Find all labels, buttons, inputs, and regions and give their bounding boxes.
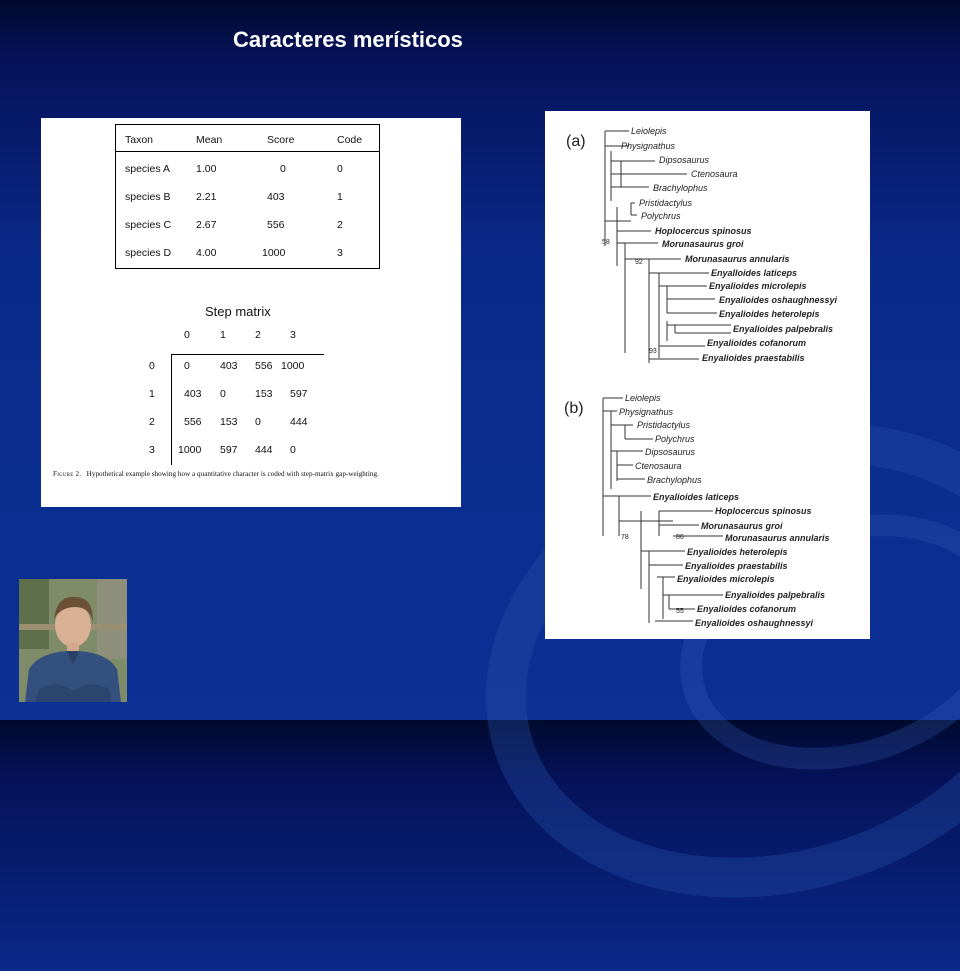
- matrix-cell: 0: [220, 388, 226, 400]
- taxon-label: Morunasaurus groi: [662, 239, 744, 249]
- matrix-cell: 403: [184, 388, 202, 400]
- taxon-label: Enyalioides microlepis: [677, 574, 775, 584]
- support-86: 86: [676, 534, 684, 541]
- taxon-label: Enyalioides praestabilis: [685, 561, 788, 571]
- taxon-label: Dipsosaurus: [645, 447, 696, 457]
- taxon-label: Hoplocercus spinosus: [655, 226, 752, 236]
- table-header-code: Code: [337, 134, 363, 146]
- taxon-label: Ctenosaura: [691, 169, 738, 179]
- matrix-cell: 444: [255, 444, 273, 456]
- matrix-row-label: 0: [149, 360, 155, 372]
- taxon-label: Physignathus: [621, 141, 676, 151]
- taxon-label: Polychrus: [655, 434, 695, 444]
- table-cell: species B: [125, 191, 171, 203]
- matrix-cell: 556: [184, 416, 202, 428]
- taxon-label: Physignathus: [619, 407, 674, 417]
- support-55: 55: [676, 608, 684, 615]
- matrix-cell: 0: [184, 360, 190, 372]
- table-cell: 0: [280, 163, 286, 175]
- taxon-label: Enyalioides oshaughnessyi: [719, 295, 838, 305]
- taxon-score-table: [115, 124, 380, 269]
- taxon-label: Enyalioides palpebralis: [725, 590, 826, 600]
- support-92: 92: [635, 259, 643, 266]
- tree-b-taxa: [619, 393, 830, 628]
- table-cell: 1000: [262, 247, 286, 259]
- phylogeny-svg: [545, 111, 870, 639]
- taxon-label: Polychrus: [641, 211, 681, 221]
- taxon-label: Hoplocercus spinosus: [715, 506, 812, 516]
- taxon-label: Brachylophus: [647, 475, 702, 485]
- table-header-taxon: Taxon: [125, 134, 154, 146]
- portrait-illustration: [19, 579, 127, 702]
- taxon-label: Enyalioides praestabilis: [702, 353, 805, 363]
- support-58: 58: [602, 239, 610, 246]
- matrix-col-label: 2: [255, 329, 261, 341]
- taxon-label: Leiolepis: [625, 393, 661, 403]
- taxon-label: Morunasaurus groi: [701, 521, 783, 531]
- step-matrix-figure: [41, 118, 461, 507]
- table-cell: 2.67: [196, 219, 217, 231]
- matrix-row-label: 2: [149, 416, 155, 428]
- tree-b: [603, 398, 723, 623]
- taxon-label: Dipsosaurus: [659, 155, 710, 165]
- table-cell: 2: [337, 219, 343, 231]
- matrix-cell: 556: [255, 360, 273, 372]
- table-cell: species D: [125, 247, 172, 259]
- matrix-cell: 597: [220, 444, 238, 456]
- table-cell: 403: [267, 191, 285, 203]
- taxon-label: Enyalioides palpebralis: [733, 324, 834, 334]
- tree-b-label: (b): [564, 400, 584, 417]
- taxon-label: Enyalioides cofanorum: [707, 338, 807, 348]
- table-cell: species C: [125, 219, 172, 231]
- taxon-label: Pristidactylus: [637, 420, 691, 430]
- taxon-label: Brachylophus: [653, 183, 708, 193]
- table-cell: 1: [337, 191, 343, 203]
- taxon-label: Enyalloides laticeps: [711, 268, 798, 278]
- taxon-label: Enyalioides laticeps: [653, 492, 740, 502]
- matrix-col-label: 3: [290, 329, 296, 341]
- support-78: 78: [621, 534, 629, 541]
- taxon-label: Morunasaurus annularis: [685, 254, 790, 264]
- step-matrix-title: Step matrix: [205, 304, 271, 319]
- matrix-cell: 153: [220, 416, 238, 428]
- table-cell: 3: [337, 247, 343, 259]
- tree-a-taxa: [621, 126, 838, 363]
- table-cell: 4.00: [196, 247, 217, 259]
- matrix-cell: 0: [290, 444, 296, 456]
- tree-a-label: (a): [566, 133, 586, 150]
- table-header-mean: Mean: [196, 134, 223, 146]
- taxon-label: Enyalioides heterolepis: [719, 309, 820, 319]
- support-93: 93: [649, 348, 657, 355]
- figure-caption: [53, 470, 379, 478]
- table-header-score: Score: [267, 134, 295, 146]
- taxon-label: Pristidactylus: [639, 198, 693, 208]
- matrix-cell: 0: [255, 416, 261, 428]
- taxon-label: Enyalioides heterolepis: [687, 547, 788, 557]
- matrix-cell: 153: [255, 388, 273, 400]
- matrix-cell: 1000: [178, 444, 202, 456]
- table-cell: 2.21: [196, 191, 217, 203]
- taxon-label: Leiolepis: [631, 126, 667, 136]
- figure-caption-text: Hypothetical example showing how a quantitative character is coded with step-matrix gap-weighting.: [86, 470, 379, 478]
- matrix-cell: 597: [290, 388, 308, 400]
- table-cell: 0: [337, 163, 343, 175]
- taxon-label: Enyalioides cofanorum: [697, 604, 797, 614]
- slide-title: Caracteres merísticos: [233, 27, 463, 52]
- matrix-row-label: 1: [149, 388, 155, 400]
- taxon-label: Enyalioides oshaughnessyi: [695, 618, 814, 628]
- taxon-label: Ctenosaura: [635, 461, 682, 471]
- figure-caption-label: Figure 2.: [53, 470, 82, 478]
- matrix-row-label: 3: [149, 444, 155, 456]
- table-cell: 556: [267, 219, 285, 231]
- matrix-col-label: 0: [184, 329, 190, 341]
- matrix-cell: 1000: [281, 360, 305, 372]
- portrait-photo: [19, 579, 127, 702]
- matrix-cell: 444: [290, 416, 308, 428]
- table-cell: 1.00: [196, 163, 217, 175]
- matrix-col-label: 1: [220, 329, 226, 341]
- phylogeny-figure: [545, 111, 870, 639]
- table-cell: species A: [125, 163, 170, 175]
- taxon-label: Enyalioides microlepis: [709, 281, 807, 291]
- taxon-label: Morunasaurus annularis: [725, 533, 830, 543]
- matrix-cell: 403: [220, 360, 238, 372]
